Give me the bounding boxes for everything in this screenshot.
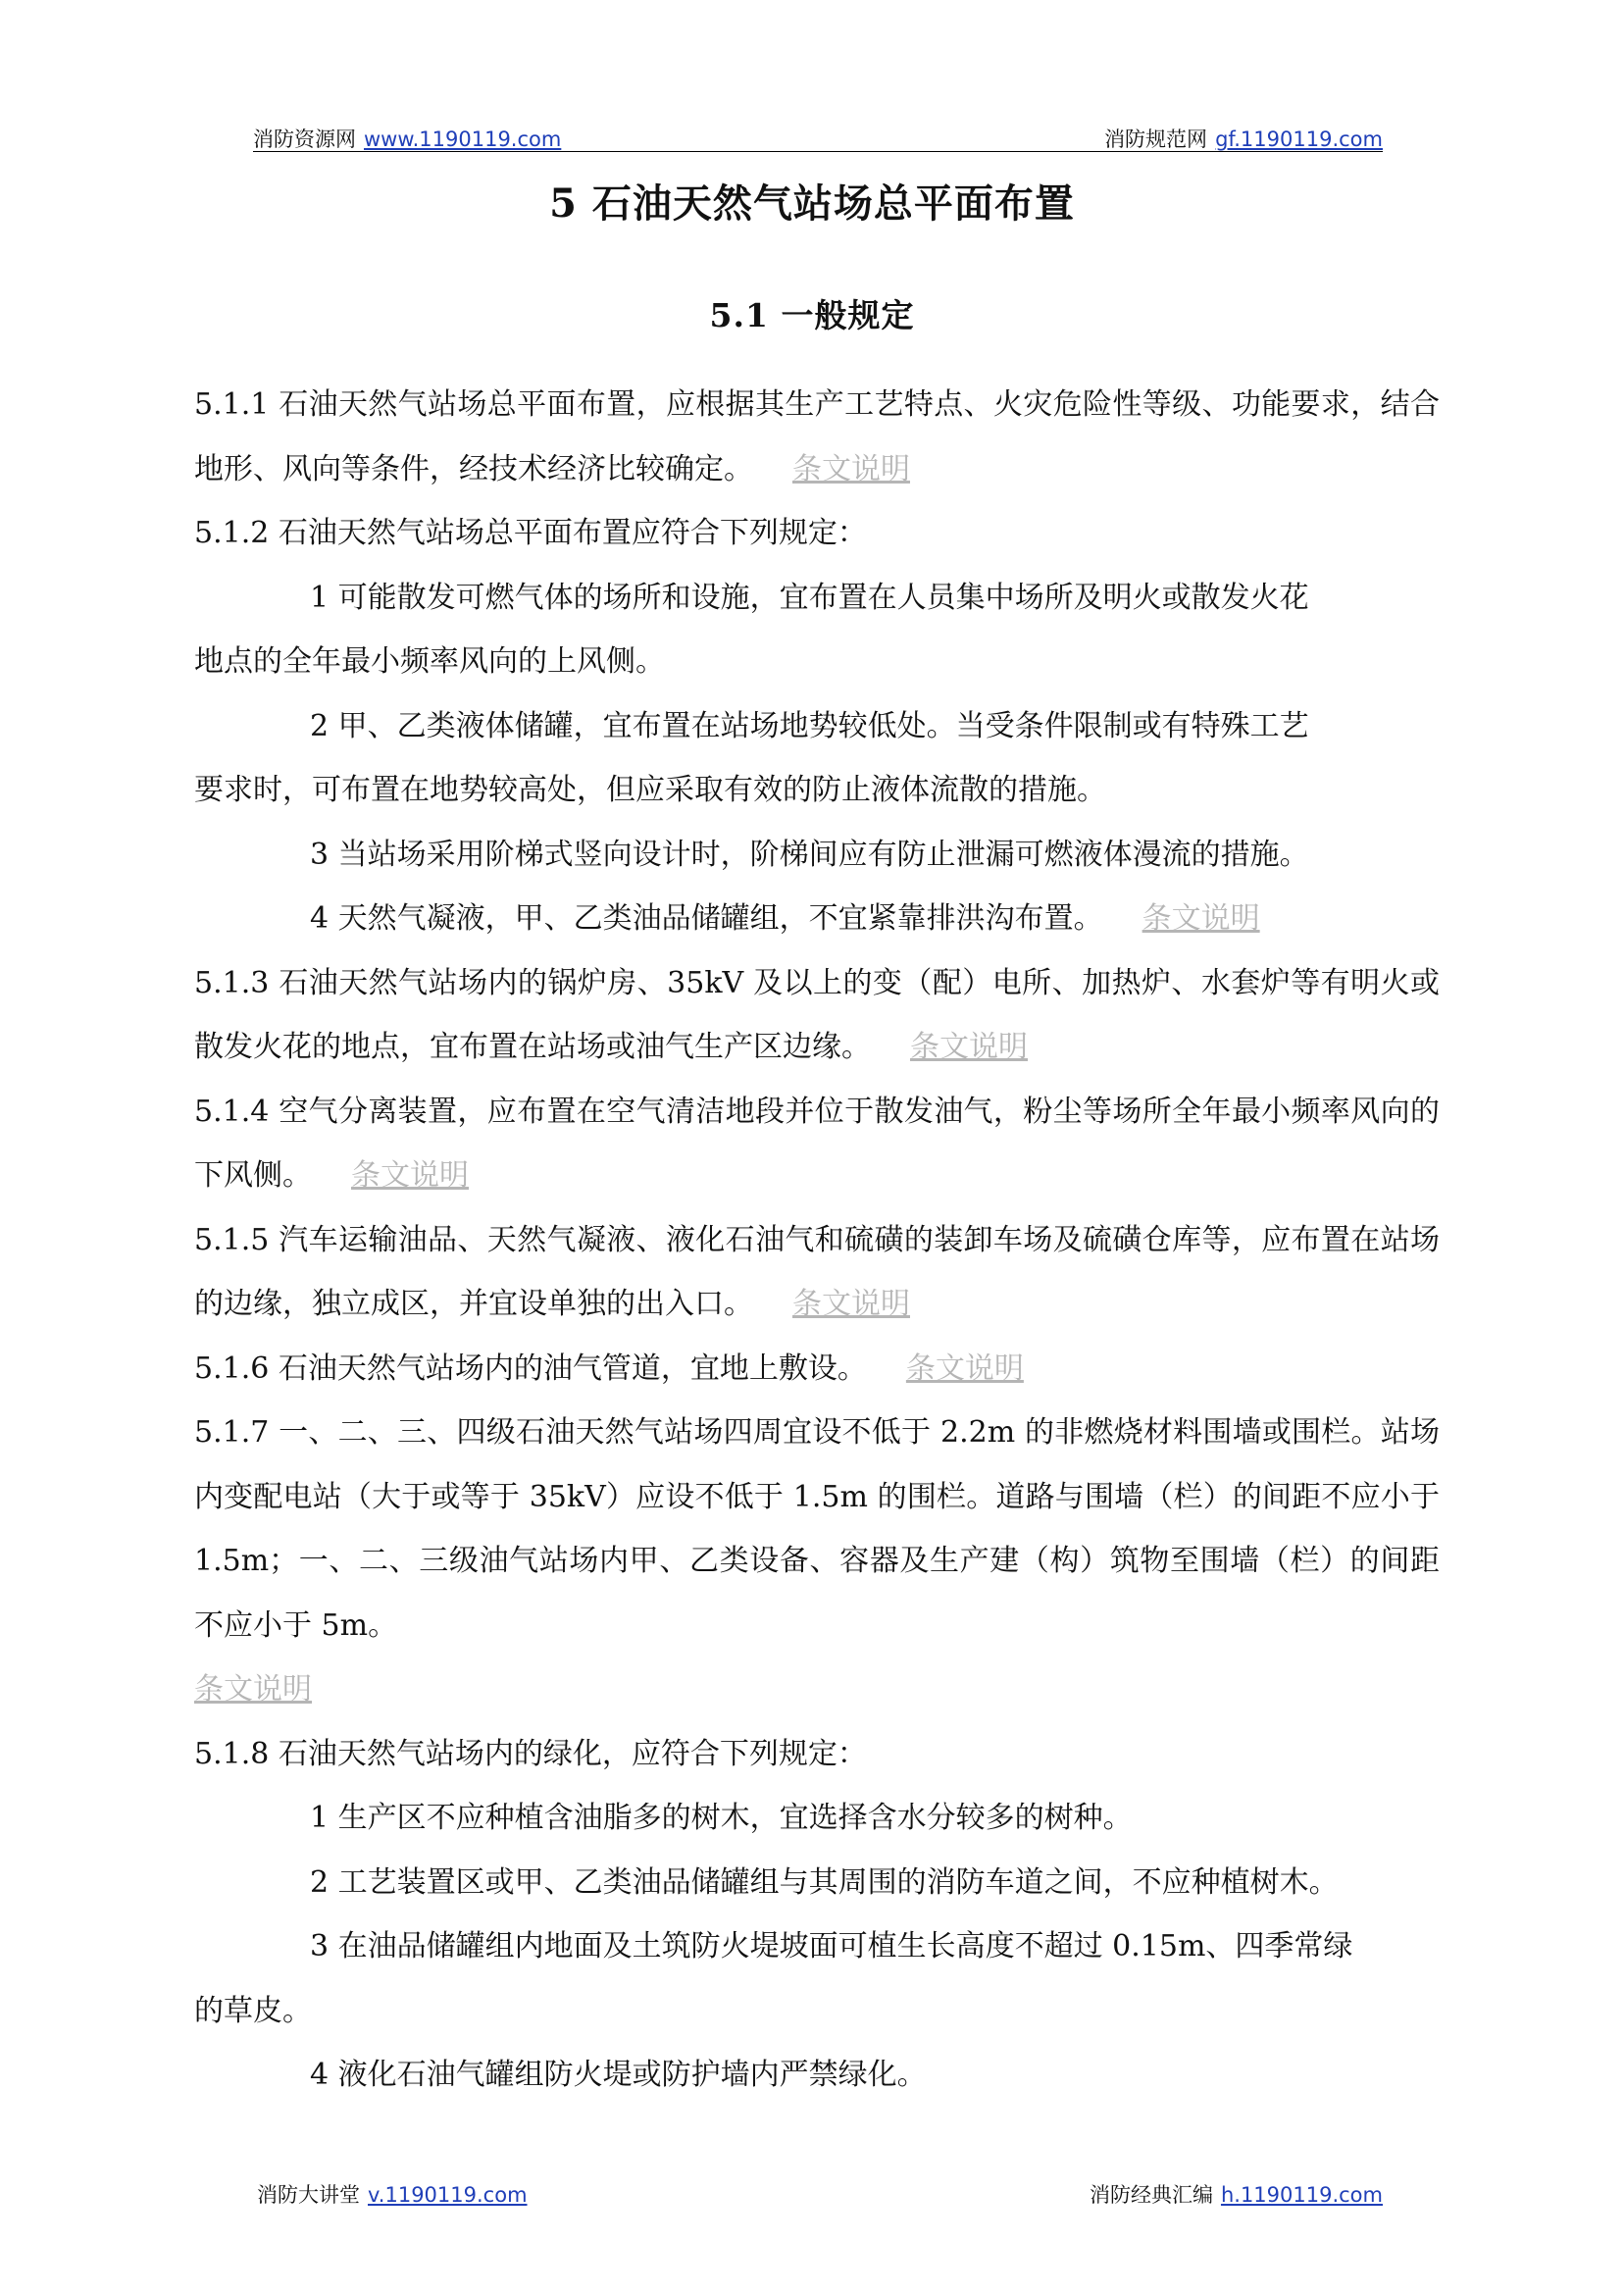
clause-5-1-3	[194, 951, 1440, 1080]
clause-text: 5.1.3 石油天然气站场内的锅炉房、35kV 及以上的变（配）电所、加热炉、水套炉等有明火或散发火花的地点，宜布置在站场或油气生产区边缘。	[194, 965, 1440, 1064]
clause-5-1-4	[194, 1080, 1440, 1208]
clause-note-link[interactable]: 条文说明	[1142, 901, 1260, 936]
clause-5-1-2-item-3: 3 当站场采用阶梯式竖向设计时，阶梯间应有防止泄漏可燃液体漫流的措施。	[310, 837, 1309, 872]
clause-5-1-2: 5.1.2 石油天然气站场总平面布置应符合下列规定：	[194, 516, 867, 550]
clause-5-1-1	[194, 373, 1440, 501]
clause-5-1-8-item-2: 2 工艺装置区或甲、乙类油品储罐组与其周围的消防车道之间，不应种植树木。	[310, 1864, 1339, 1900]
clause-5-1-8-item-4: 4 液化石油气罐组防火堤或防护墙内严禁绿化。	[310, 2058, 927, 2092]
clause-5-1-8-item-3-cont: 的草皮。	[194, 1993, 312, 2028]
clause-5-1-6	[194, 1337, 1440, 1402]
header-left-link[interactable]: www.1190119.com	[364, 127, 562, 151]
footer-right-link[interactable]: h.1190119.com	[1220, 2183, 1383, 2207]
document-body	[194, 373, 1440, 2108]
clause-text: 4 天然气凝液，甲、乙类油品储罐组，不宜紧靠排洪沟布置。	[310, 901, 1103, 936]
footer-left	[257, 2179, 528, 2209]
footer-right-label: 消防经典汇编	[1089, 2183, 1213, 2207]
clause-5-1-8-item-1: 1 生产区不应种植含油脂多的树木，宜选择含水分较多的树种。	[310, 1801, 1133, 1835]
clause-5-1-2-item-1-cont: 地点的全年最小频率风向的上风侧。	[194, 644, 665, 679]
clause-5-1-7-note	[194, 1657, 1440, 1722]
footer-right	[1090, 2179, 1383, 2209]
clause-note-link[interactable]: 条文说明	[910, 1030, 1028, 1064]
header-right-link[interactable]: gf.1190119.com	[1215, 127, 1383, 151]
header-right	[1104, 124, 1383, 153]
clause-note-link[interactable]: 条文说明	[351, 1158, 469, 1193]
header-left	[253, 124, 561, 153]
clause-5-1-7: 5.1.7 一、二、三、四级石油天然气站场四周宜设不低于 2.2m 的非燃烧材料围墙或围栏。站场内变配电站（大于或等于 35kV）应设不低于 1.5m 的围栏。道路与围墙（栏）的间距不应小于 1.5m；一、二、三级油气站场内甲、乙类设备、容器及生产建（构）筑物至围墙（栏）的间距不应小于 5m。	[194, 1415, 1440, 1643]
clause-note-link[interactable]: 条文说明	[792, 1287, 910, 1321]
footer-left-link[interactable]: v.1190119.com	[368, 2183, 528, 2207]
footer-left-label: 消防大讲堂	[257, 2183, 360, 2207]
clause-note-link[interactable]: 条文说明	[792, 451, 910, 486]
page-header	[253, 124, 1383, 152]
clause-note-link[interactable]: 条文说明	[905, 1351, 1024, 1386]
clause-text: 5.1.1 石油天然气站场总平面布置，应根据其生产工艺特点、火灾危险性等级、功能要求，结合地形、风向等条件，经技术经济比较确定。	[194, 387, 1440, 486]
clause-5-1-2-item-2-cont: 要求时，可布置在地势较高处，但应采取有效的防止液体流散的措施。	[194, 773, 1106, 807]
clause-5-1-2-item-4	[194, 887, 1440, 951]
clause-5-1-2-item-2: 2 甲、乙类液体储罐，宜布置在站场地势较低处。当受条件限制或有特殊工艺	[310, 708, 1309, 743]
chapter-title: 5 石油天然气站场总平面布置	[549, 180, 1075, 227]
section-title: 5.1 一般规定	[709, 296, 915, 334]
clause-text: 5.1.6 石油天然气站场内的油气管道，宜地上敷设。	[194, 1351, 867, 1386]
clause-5-1-8: 5.1.8 石油天然气站场内的绿化，应符合下列规定：	[194, 1736, 867, 1771]
clause-5-1-5	[194, 1208, 1440, 1337]
clause-text: 5.1.4 空气分离装置，应布置在空气清洁地段并位于散发油气，粉尘等场所全年最小频率风向的下风侧。	[194, 1094, 1440, 1193]
clause-5-1-8-item-3: 3 在油品储罐组内地面及土筑防火堤坡面可植生长高度不超过 0.15m、四季常绿	[310, 1929, 1353, 1963]
header-right-label: 消防规范网	[1104, 127, 1208, 151]
header-left-label: 消防资源网	[253, 127, 356, 151]
clause-5-1-2-item-1: 1 可能散发可燃气体的场所和设施，宜布置在人员集中场所及明火或散发火花	[310, 580, 1309, 615]
clause-note-link[interactable]: 条文说明	[194, 1672, 312, 1707]
clause-text: 5.1.5 汽车运输油品、天然气凝液、液化石油气和硫磺的装卸车场及硫磺仓库等，应布置在站场的边缘，独立成区，并宜设单独的出入口。	[194, 1222, 1440, 1321]
